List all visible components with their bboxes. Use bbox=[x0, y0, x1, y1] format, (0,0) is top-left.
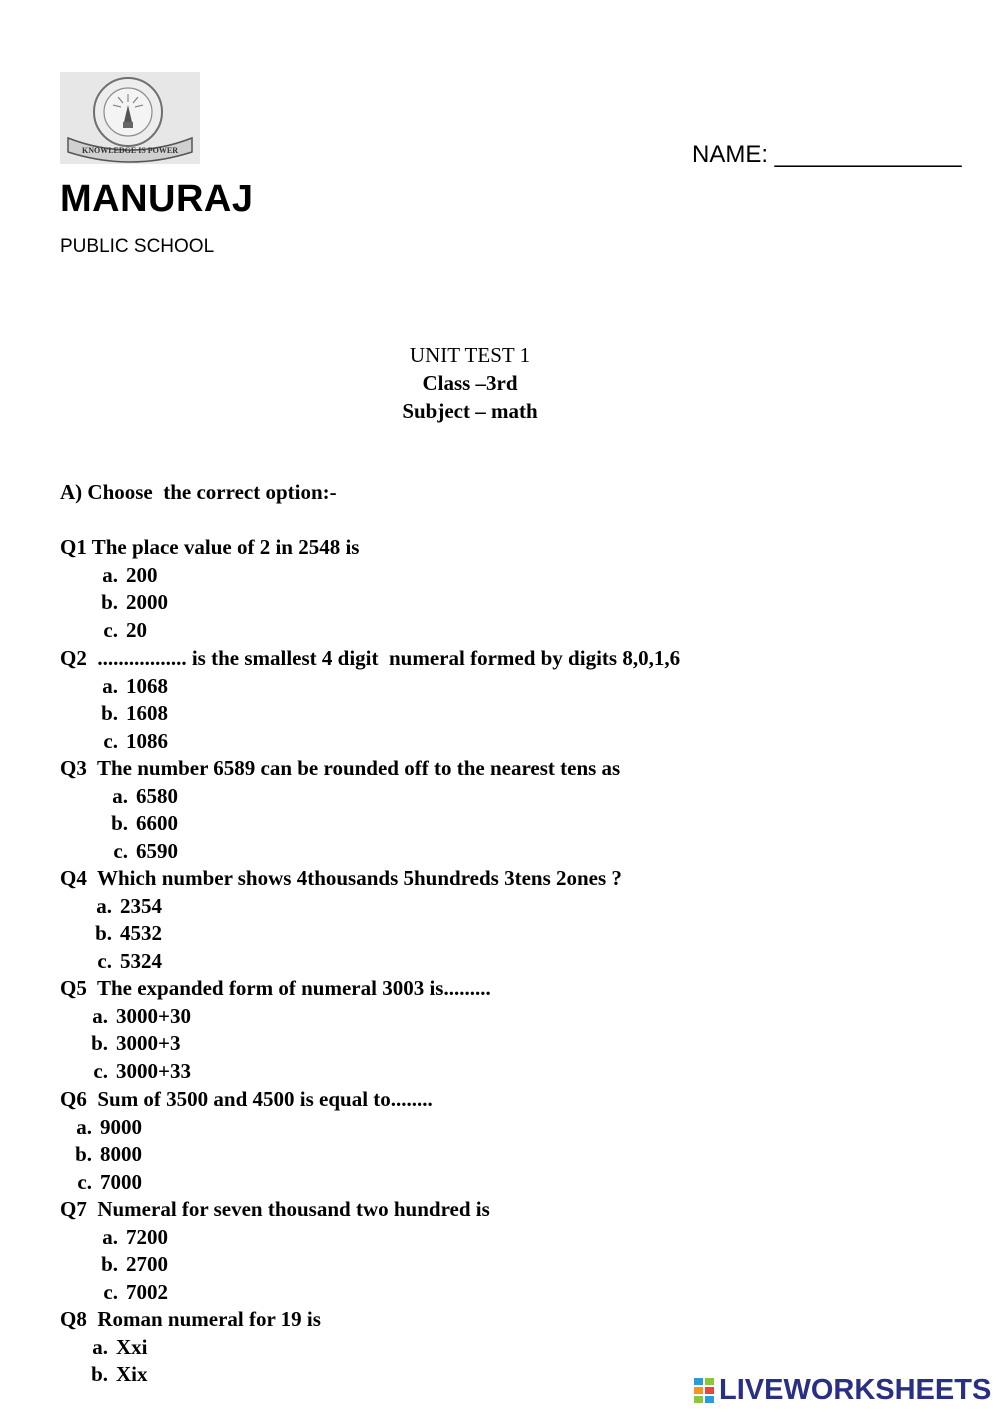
question-1-option-b bbox=[88, 589, 168, 616]
question-2-option-b bbox=[88, 700, 168, 727]
option-letter: a. bbox=[102, 562, 118, 587]
option-value: 8000 bbox=[100, 1142, 142, 1167]
option-letter: a. bbox=[102, 673, 118, 698]
option-value: 6580 bbox=[136, 783, 178, 808]
test-title: UNIT TEST 1 bbox=[409, 343, 531, 367]
option-letter: a. bbox=[92, 1334, 108, 1359]
school-logo bbox=[60, 72, 200, 164]
option-letter: c. bbox=[103, 1279, 118, 1304]
question-6-option-a bbox=[62, 1114, 142, 1141]
question-8-option-a bbox=[78, 1334, 148, 1361]
option-letter: b. bbox=[101, 701, 118, 726]
option-value: Xix bbox=[116, 1362, 148, 1387]
option-value: 3000+33 bbox=[116, 1058, 191, 1083]
option-letter: c. bbox=[103, 728, 118, 753]
name-field-label: NAME: ______________ bbox=[692, 141, 962, 168]
option-letter: c. bbox=[97, 948, 112, 973]
question-3: Q3 The number 6589 can be rounded off to the nearest tens as bbox=[60, 756, 621, 780]
option-letter: a. bbox=[76, 1114, 92, 1139]
option-value: 3000+30 bbox=[116, 1003, 191, 1028]
question-5-option-b bbox=[78, 1030, 180, 1057]
option-letter: b. bbox=[91, 1362, 108, 1387]
option-value: 6600 bbox=[136, 811, 178, 836]
liveworksheets-logo-icon bbox=[693, 1376, 715, 1404]
question-2: Q2 ................. is the smallest 4 digit numeral formed by digits 8,0,1,6 bbox=[60, 646, 681, 670]
subject-line: Subject – math bbox=[402, 399, 538, 423]
option-value: 5324 bbox=[120, 948, 162, 973]
question-4-option-b bbox=[82, 920, 162, 947]
liveworksheets-brand bbox=[693, 1374, 991, 1406]
option-value: 20 bbox=[126, 617, 147, 642]
option-value: 1086 bbox=[126, 728, 168, 753]
question-5-option-a bbox=[78, 1003, 191, 1030]
section-heading: A) Choose the correct option:- bbox=[60, 480, 337, 504]
question-7-option-c bbox=[88, 1279, 168, 1306]
question-3-option-c bbox=[98, 838, 178, 865]
school-subtitle: PUBLIC SCHOOL bbox=[60, 236, 215, 257]
question-3-option-b bbox=[98, 810, 178, 837]
option-value: 1068 bbox=[126, 673, 168, 698]
question-8: Q8 Roman numeral for 19 is bbox=[60, 1307, 321, 1331]
option-value: 7000 bbox=[100, 1169, 142, 1194]
option-value: 9000 bbox=[100, 1114, 142, 1139]
question-8-option-b bbox=[78, 1361, 148, 1388]
option-letter: a. bbox=[96, 893, 112, 918]
option-value: 2000 bbox=[126, 590, 168, 615]
option-value: 6590 bbox=[136, 838, 178, 863]
option-value: 200 bbox=[126, 562, 158, 587]
question-6-option-b bbox=[62, 1141, 142, 1168]
option-letter: b. bbox=[111, 811, 128, 836]
liveworksheets-text: LIVEWORKSHEETS bbox=[719, 1373, 992, 1406]
question-7: Q7 Numeral for seven thousand two hundred is bbox=[60, 1197, 490, 1221]
option-value: 7002 bbox=[126, 1279, 168, 1304]
question-4: Q4 Which number shows 4thousands 5hundreds 3tens 2ones ? bbox=[60, 866, 622, 890]
option-letter: b. bbox=[95, 921, 112, 946]
question-6-option-c bbox=[62, 1169, 142, 1196]
option-letter: a. bbox=[112, 783, 128, 808]
question-7-option-b bbox=[88, 1251, 168, 1278]
question-3-option-a bbox=[98, 783, 178, 810]
option-letter: a. bbox=[92, 1003, 108, 1028]
question-2-option-a bbox=[88, 673, 168, 700]
logo-banner-text: KNOWLEDGE IS POWER bbox=[81, 146, 179, 155]
option-value: 4532 bbox=[120, 921, 162, 946]
option-letter: b. bbox=[75, 1142, 92, 1167]
question-4-option-c bbox=[82, 948, 162, 975]
option-value: 2700 bbox=[126, 1252, 168, 1277]
class-line: Class –3rd bbox=[422, 371, 518, 395]
question-5-option-c bbox=[78, 1058, 191, 1085]
option-letter: c. bbox=[93, 1058, 108, 1083]
option-value: 2354 bbox=[120, 893, 162, 918]
option-value: Xxi bbox=[116, 1334, 148, 1359]
question-7-option-a bbox=[88, 1224, 168, 1251]
school-name: MANURAJ bbox=[60, 178, 254, 220]
option-value: 7200 bbox=[126, 1224, 168, 1249]
question-1-option-a bbox=[88, 562, 158, 589]
question-2-option-c bbox=[88, 728, 168, 755]
option-value: 3000+3 bbox=[116, 1031, 181, 1056]
question-1: Q1 The place value of 2 in 2548 is bbox=[60, 535, 360, 559]
option-letter: b. bbox=[101, 1252, 118, 1277]
option-letter: b. bbox=[101, 590, 118, 615]
question-5: Q5 The expanded form of numeral 3003 is......... bbox=[60, 976, 491, 1000]
option-letter: a. bbox=[102, 1224, 118, 1249]
option-value: 1608 bbox=[126, 701, 168, 726]
option-letter: b. bbox=[91, 1031, 108, 1056]
question-4-option-a bbox=[82, 893, 162, 920]
question-6: Q6 Sum of 3500 and 4500 is equal to........ bbox=[60, 1087, 433, 1111]
option-letter: c. bbox=[113, 838, 128, 863]
option-letter: c. bbox=[77, 1169, 92, 1194]
question-1-option-c bbox=[88, 617, 147, 644]
option-letter: c. bbox=[103, 617, 118, 642]
